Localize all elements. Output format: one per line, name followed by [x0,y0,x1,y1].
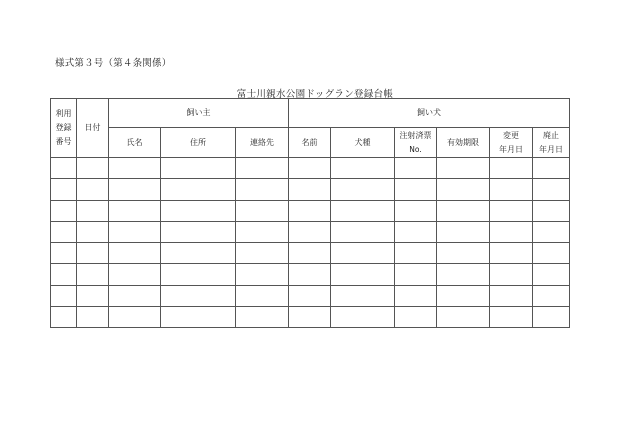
table-row [51,221,570,242]
table-cell [437,158,490,179]
table-cell [77,285,109,306]
table-cell [51,221,77,242]
table-cell [490,285,533,306]
table-cell [109,307,161,328]
table-cell [533,264,570,285]
table-cell [236,200,289,221]
table-cell [77,307,109,328]
header-change-date: 変更 年月日 [490,128,533,158]
table-cell [109,200,161,221]
table-cell [236,179,289,200]
table-cell [109,221,161,242]
table-cell [490,264,533,285]
table-cell [533,243,570,264]
header-owner-name: 氏名 [109,128,161,158]
header-date: 日付 [77,99,109,158]
table-cell [331,179,395,200]
header-row-2 [51,128,570,158]
table-cell [236,221,289,242]
table-cell [51,158,77,179]
form-number: 様式第３号（第４条関係） [55,58,172,69]
table-cell [437,307,490,328]
table-cell [109,264,161,285]
table-cell [289,179,331,200]
header-dog-group: 飼い犬 [289,99,570,128]
table-cell [51,264,77,285]
table-cell [161,179,236,200]
table-cell [437,285,490,306]
table-cell [161,200,236,221]
table-cell [51,307,77,328]
table-cell [236,264,289,285]
table-cell [51,179,77,200]
table-cell [395,179,437,200]
table-row [51,243,570,264]
table-cell [77,221,109,242]
table-cell [533,200,570,221]
table-cell [490,221,533,242]
table-cell [109,179,161,200]
table-cell [161,285,236,306]
table-cell [331,200,395,221]
table-cell [395,158,437,179]
table-cell [490,179,533,200]
table-cell [289,221,331,242]
table-cell [109,285,161,306]
table-cell [51,200,77,221]
table-cell [490,158,533,179]
table-cell [331,221,395,242]
table-cell [77,158,109,179]
table-cell [437,221,490,242]
table-row [51,264,570,285]
table-cell [161,158,236,179]
table-cell [533,179,570,200]
table-cell [395,285,437,306]
header-abolish-date: 廃止 年月日 [533,128,570,158]
table-cell [437,179,490,200]
table-cell [109,243,161,264]
table-cell [289,264,331,285]
document-title: 富士川親水公園ドッグラン登録台帳 [236,89,394,100]
table-row [51,179,570,200]
table-row [51,200,570,221]
header-registration-number: 利用 登録 番号 [51,99,77,158]
table-cell [395,307,437,328]
table-cell [77,200,109,221]
header-validity-period: 有効期限 [437,128,490,158]
table-cell [533,221,570,242]
table-cell [395,243,437,264]
table-cell [437,264,490,285]
table-cell [490,307,533,328]
header-owner-address: 住所 [161,128,236,158]
header-row-1 [51,99,570,128]
header-injection-tag-number: 注射済票 No. [395,128,437,158]
table-cell [51,243,77,264]
table-cell [77,243,109,264]
table-cell [533,285,570,306]
header-owner-contact: 連絡先 [236,128,289,158]
table-cell [331,307,395,328]
table-cell [161,264,236,285]
table-cell [490,200,533,221]
table-cell [437,200,490,221]
table-cell [331,243,395,264]
table-cell [331,264,395,285]
header-owner-group: 飼い主 [109,99,289,128]
header-dog-breed: 犬種 [331,128,395,158]
table-row [51,307,570,328]
table-cell [77,179,109,200]
table-cell [236,243,289,264]
table-row [51,158,570,179]
table-cell [161,221,236,242]
table-cell [289,243,331,264]
table-cell [490,243,533,264]
header-dog-name: 名前 [289,128,331,158]
table-cell [289,307,331,328]
registration-table [50,98,570,328]
table-cell [77,264,109,285]
table-cell [395,200,437,221]
table-cell [533,158,570,179]
table-cell [395,264,437,285]
table-cell [533,307,570,328]
table-cell [236,158,289,179]
table-cell [161,243,236,264]
table-cell [437,243,490,264]
table-cell [51,285,77,306]
table-cell [331,158,395,179]
table-cell [109,158,161,179]
table-cell [289,200,331,221]
table-row [51,285,570,306]
table-cell [236,285,289,306]
table-cell [161,307,236,328]
table-cell [289,285,331,306]
table-cell [395,221,437,242]
table-cell [289,158,331,179]
table-cell [236,307,289,328]
table-cell [331,285,395,306]
